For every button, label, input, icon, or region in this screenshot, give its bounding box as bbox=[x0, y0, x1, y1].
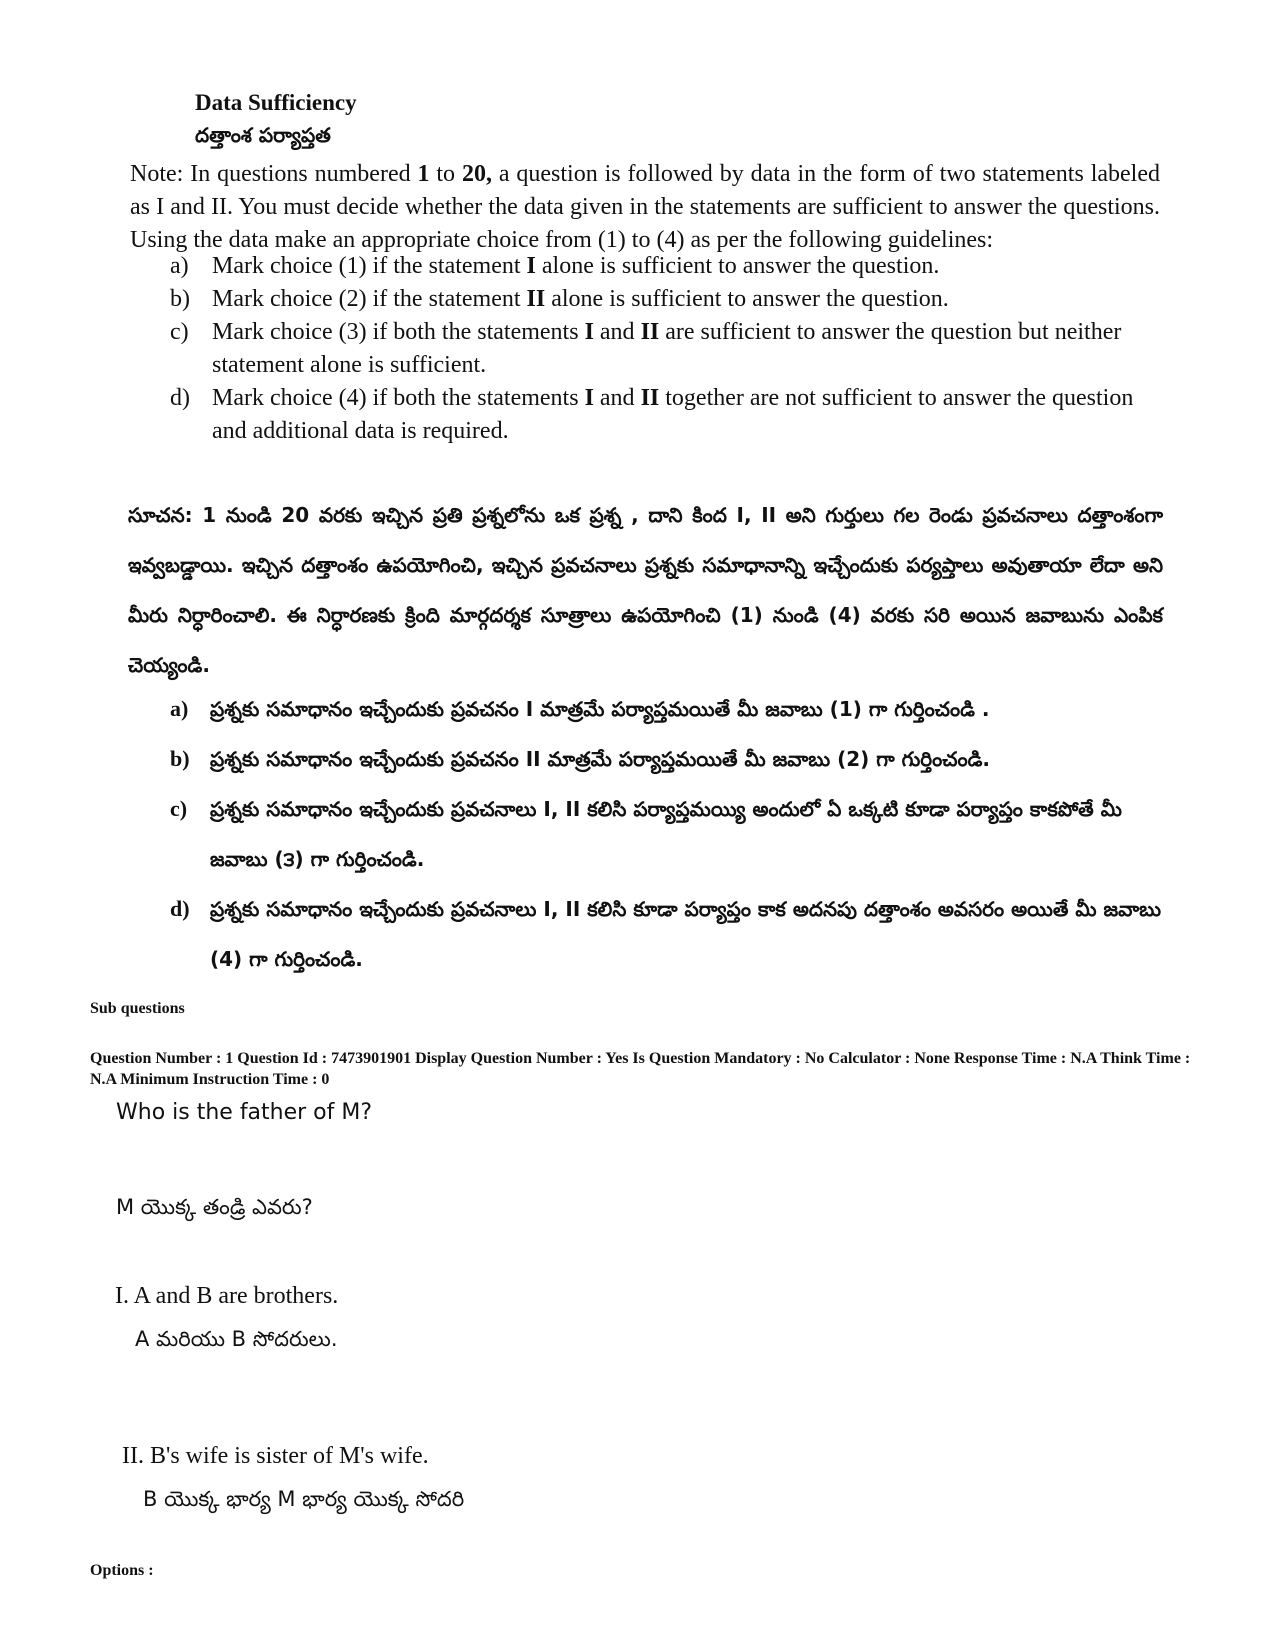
note-telugu: సూచన: 1 నుండి 20 వరకు ఇచ్చిన ప్రతి ప్రశ్నలోను ఒక ప్రశ్న , దాని కింద I, II అని గుర్తులు గల రెండు ప్రవచనాలు దత్తాంశంగా ఇవ్వబడ్డాయి. ఇచ్చిన దత్తాంశం ఉపయోగించి, ఇచ్చిన ప్రవచనాలు ప్రశ్నకు సమాధానాన్ని ఇచ్చేందుకు పర్యప్తాలు అవుతాయా లేదా అని మీరు నిర్ధారించాలి. ఈ నిర్ధారణకు క్రింది మార్గదర్శక సూత్రాలు ఉపయోగించి (1) నుండి (4) వరకు సరి అయిన జవాబును ఎంపిక చెయ్యండి. bbox=[128, 503, 1163, 677]
statement-2: II. B's wife is sister of M's wife. bbox=[122, 1443, 429, 1469]
guideline-marker: b) bbox=[170, 746, 190, 771]
guideline-item bbox=[170, 250, 1160, 283]
note-text: to bbox=[429, 161, 462, 187]
guideline-text: Mark choice (4) if both the statements I and II together are not sufficient to answer the question and additional data is required. bbox=[212, 385, 1134, 444]
guideline-list-telugu bbox=[170, 684, 1165, 984]
guideline-marker: d) bbox=[170, 385, 190, 411]
guideline-marker: b) bbox=[170, 286, 190, 312]
section-title: Data Sufficiency bbox=[195, 90, 357, 115]
question-text: Who is the father of M? bbox=[116, 1100, 373, 1125]
guideline-item bbox=[170, 382, 1160, 448]
guideline-text: Mark choice (3) if both the statements I and II are sufficient to answer the question but neither statement alone is sufficient. bbox=[212, 319, 1122, 378]
note-text: Note: In questions numbered bbox=[130, 161, 418, 187]
guideline-text: Mark choice (2) if the statement II alone is sufficient to answer the question. bbox=[212, 286, 949, 312]
guideline-marker: a) bbox=[170, 253, 189, 279]
note-english bbox=[130, 158, 1160, 257]
guideline-text: ప్రశ్నకు సమాధానం ఇచ్చేందుకు ప్రవచనం I మాత్రమే పర్యాప్తమయితే మీ జవాబు (1) గా గుర్తించండి . bbox=[210, 697, 990, 721]
note-number: 20, bbox=[461, 161, 492, 187]
guideline-text: ప్రశ్నకు సమాధానం ఇచ్చేందుకు ప్రవచనాలు I, II కలిసి పర్యాప్తమయ్యి అందులో ఏ ఒక్కటి కూడా పర్యాప్తం కాకపోతే మీ జవాబు (౩) గా గుర్తించండి. bbox=[210, 797, 1122, 871]
guideline-item-telugu bbox=[170, 734, 1165, 784]
guideline-marker: d) bbox=[170, 896, 190, 921]
sub-questions-label: Sub questions bbox=[90, 1000, 185, 1017]
statement-1-telugu: A మరియు B సోదరులు. bbox=[135, 1327, 338, 1351]
note-text: a question is followed by data in the form of two statements labeled as I and II. You must decide whether the data given in the statements are sufficient to answer the questions. Using the data make an appropriate choice from (1) to (4) as per the following guidelines: bbox=[130, 161, 1160, 253]
guideline-marker: c) bbox=[170, 796, 188, 821]
guideline-text: Mark choice (1) if the statement I alone is sufficient to answer the question. bbox=[212, 253, 940, 279]
guideline-list-english bbox=[170, 250, 1160, 448]
guideline-item bbox=[170, 316, 1160, 382]
guideline-text: ప్రశ్నకు సమాధానం ఇచ్చేందుకు ప్రవచనాలు I, II కలిసి కూడా పర్యాప్తం కాక అదనపు దత్తాంశం అవసరం అయితే మీ జవాబు (4) గా గుర్తించండి. bbox=[210, 897, 1162, 971]
guideline-text: ప్రశ్నకు సమాధానం ఇచ్చేందుకు ప్రవచనం II మాత్రమే పర్యాప్తమయితే మీ జవాబు (2) గా గుర్తించండి. bbox=[210, 747, 990, 771]
question-text-telugu: M యొక్క తండ్రి ఎవరు? bbox=[116, 1195, 313, 1219]
guideline-marker: c) bbox=[170, 319, 189, 345]
guideline-item-telugu bbox=[170, 784, 1165, 884]
question-meta: Question Number : 1 Question Id : 7473901901 Display Question Number : Yes Is Question Mandatory : No Calculator : None Response Time : N.A Think Time : N.A Minimum Instruction Time : 0 bbox=[90, 1050, 1191, 1088]
note-number: 1 bbox=[417, 161, 430, 187]
guideline-item-telugu bbox=[170, 684, 1165, 734]
guideline-item bbox=[170, 283, 1160, 316]
statement-1: I. A and B are brothers. bbox=[115, 1283, 339, 1309]
section-title-telugu: దత్తాంశ పర్యాప్తత bbox=[195, 123, 331, 147]
statement-2-telugu: B యొక్క భార్య M భార్య యొక్క సోదరి bbox=[143, 1487, 465, 1511]
options-label: Options : bbox=[90, 1562, 154, 1579]
guideline-item-telugu bbox=[170, 884, 1165, 984]
guideline-marker: a) bbox=[170, 696, 189, 721]
